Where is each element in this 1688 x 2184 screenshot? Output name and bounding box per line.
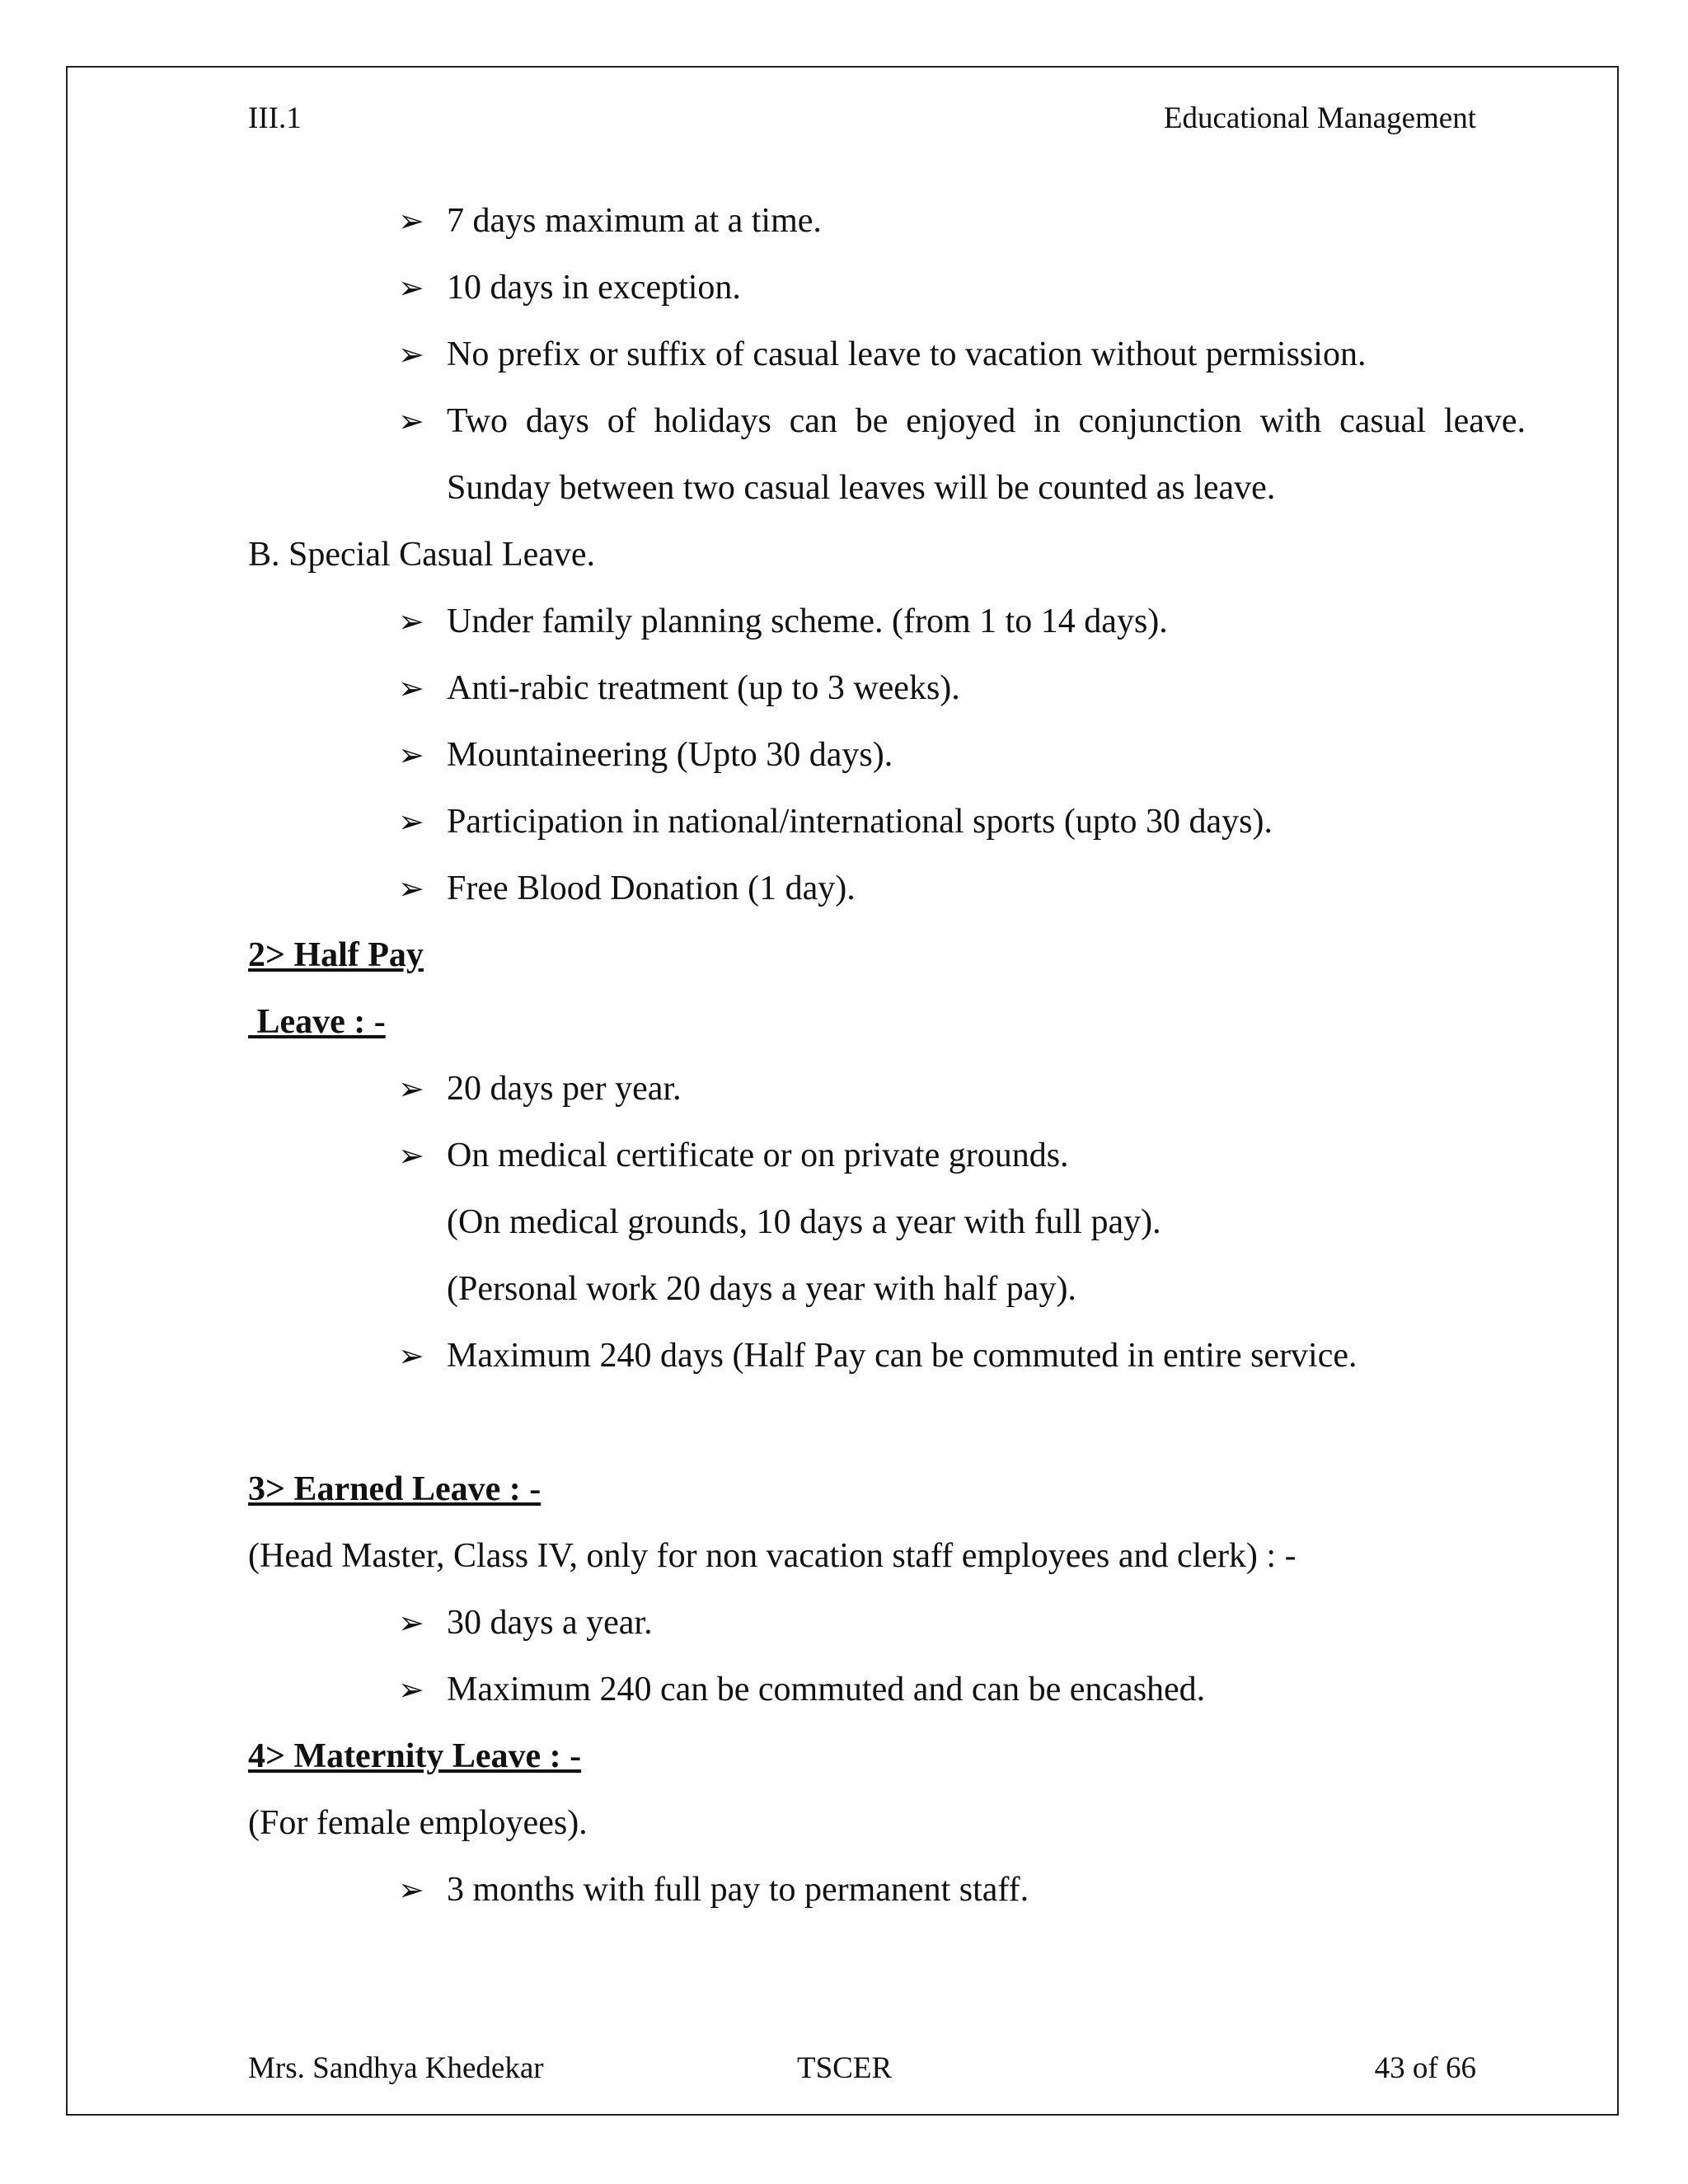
list-item-note: (Personal work 20 days a year with half pay). xyxy=(447,1270,1076,1308)
arrowhead-bullet-icon: ➢ xyxy=(398,1671,424,1708)
document-body xyxy=(248,188,1526,1924)
arrowhead-bullet-icon: ➢ xyxy=(398,203,424,239)
arrowhead-bullet-icon: ➢ xyxy=(398,336,424,373)
footer-page-number: 43 of 66 xyxy=(1374,2050,1476,2085)
maternity-leave-note: (For female employees). xyxy=(248,1804,588,1842)
list-item xyxy=(248,722,1526,789)
list-item xyxy=(248,188,1526,255)
heading-earned-leave: 3> Earned Leave : - xyxy=(248,1470,542,1508)
heading-maternity-leave: 4> Maternity Leave : - xyxy=(248,1737,582,1775)
list-item xyxy=(248,855,1526,922)
list-item xyxy=(248,588,1526,655)
arrowhead-bullet-icon: ➢ xyxy=(398,670,424,706)
list-item xyxy=(248,1590,1526,1657)
earned-leave-note: (Head Master, Class IV, only for non vacation staff employees and clerk) : - xyxy=(248,1537,1296,1575)
list-item-text: Two days of holidays can be enjoyed in conjunction with casual leave. Sunday between two casual leaves will be counted as leave. xyxy=(447,402,1526,507)
list-item-text: 10 days in exception. xyxy=(447,269,741,307)
list-item xyxy=(248,1323,1526,1390)
list-item-text: Free Blood Donation (1 day). xyxy=(447,869,856,907)
header-subject: Educational Management xyxy=(1163,101,1476,135)
page-header xyxy=(248,97,1476,138)
list-item-text: Maximum 240 can be commuted and can be encashed. xyxy=(447,1671,1206,1708)
list-item xyxy=(248,321,1526,388)
list-item-text: 3 months with full pay to permanent staff. xyxy=(447,1871,1029,1909)
section-title-special-casual-leave: B. Special Casual Leave. xyxy=(248,536,596,574)
list-item-text: Under family planning scheme. (from 1 to 14 days). xyxy=(447,602,1168,640)
arrowhead-bullet-icon: ➢ xyxy=(398,269,424,306)
list-item xyxy=(248,1657,1526,1723)
list-item-text: 7 days maximum at a time. xyxy=(447,202,822,240)
list-item-text: Mountaineering (Upto 30 days). xyxy=(447,736,893,774)
arrowhead-bullet-icon: ➢ xyxy=(398,603,424,640)
footer-institute: TSCER xyxy=(797,2050,893,2085)
arrowhead-bullet-icon: ➢ xyxy=(398,1872,424,1908)
list-item xyxy=(248,1056,1526,1122)
list-item xyxy=(248,255,1526,321)
list-item xyxy=(248,655,1526,722)
arrowhead-bullet-icon: ➢ xyxy=(398,1338,424,1374)
list-item-text: 20 days per year. xyxy=(447,1070,682,1108)
footer-author: Mrs. Sandhya Khedekar xyxy=(248,2050,544,2085)
arrowhead-bullet-icon: ➢ xyxy=(398,737,424,773)
arrowhead-bullet-icon: ➢ xyxy=(398,1071,424,1107)
arrowhead-bullet-icon: ➢ xyxy=(398,804,424,840)
header-section: III.1 xyxy=(248,101,302,135)
list-item xyxy=(248,1122,1526,1189)
list-item-text: No prefix or suffix of casual leave to vacation without permission. xyxy=(447,335,1367,373)
heading-half-pay: 2> Half Pay xyxy=(248,936,424,974)
list-item-text: Participation in national/international sports (upto 30 days). xyxy=(447,803,1273,841)
arrowhead-bullet-icon: ➢ xyxy=(398,1137,424,1174)
page-footer xyxy=(248,2047,1476,2088)
list-item-text: Maximum 240 days (Half Pay can be commuted in entire service. xyxy=(447,1337,1357,1375)
list-item-note: (On medical grounds, 10 days a year with full pay). xyxy=(447,1203,1161,1241)
arrowhead-bullet-icon: ➢ xyxy=(398,403,424,439)
list-item xyxy=(248,388,1526,522)
arrowhead-bullet-icon: ➢ xyxy=(398,1605,424,1641)
list-item-text: 30 days a year. xyxy=(447,1604,653,1642)
list-item xyxy=(248,789,1526,855)
list-item-text: Anti-rabic treatment (up to 3 weeks). xyxy=(447,669,960,707)
spacer xyxy=(248,1390,1526,1456)
arrowhead-bullet-icon: ➢ xyxy=(398,870,424,907)
list-item xyxy=(248,1857,1526,1924)
list-item-text: On medical certificate or on private grounds. xyxy=(447,1137,1069,1174)
heading-half-pay-leave: Leave : - xyxy=(248,1003,386,1041)
